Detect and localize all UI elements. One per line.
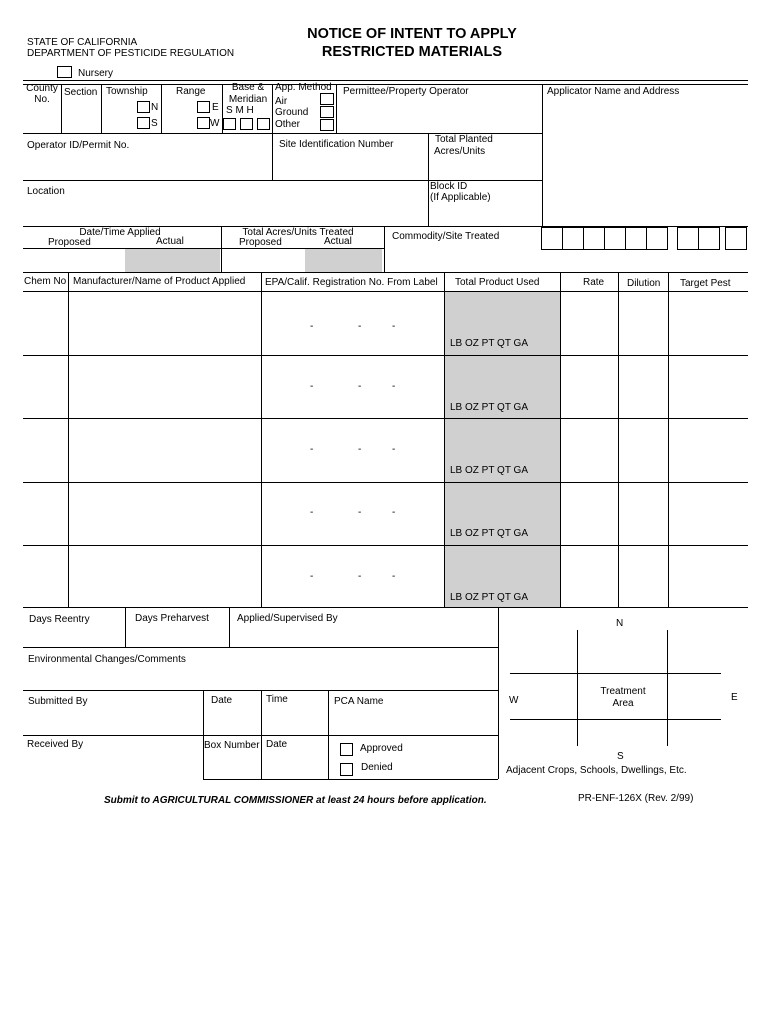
base-smh-label: S M H — [226, 105, 254, 116]
compass-ns-line-top — [577, 630, 578, 746]
unit-options: LB OZ PT QT GA — [450, 402, 528, 413]
range-east-checkbox[interactable] — [197, 101, 210, 113]
block-id-line1: Block ID — [430, 181, 468, 192]
env-changes-label: Environmental Changes/Comments — [28, 654, 186, 665]
form-title-line2: RESTRICTED MATERIALS — [321, 44, 503, 60]
epa-dash: - — [392, 571, 396, 582]
date-label-2: Date — [266, 739, 288, 750]
south-label: S — [151, 118, 158, 129]
unit-options: LB OZ PT QT GA — [450, 592, 528, 603]
time-label: Time — [266, 694, 288, 705]
chem-no-header: Chem No — [24, 276, 67, 287]
township-south-checkbox[interactable] — [137, 117, 150, 129]
form-title-line1: NOTICE OF INTENT TO APPLY — [307, 26, 517, 42]
epa-dash: - — [310, 507, 314, 518]
commodity-code-box[interactable] — [625, 227, 647, 250]
epa-dash: - — [358, 571, 362, 582]
commodity-code-box[interactable] — [604, 227, 626, 250]
commodity-code-box[interactable] — [541, 227, 563, 250]
unit-options: LB OZ PT QT GA — [450, 528, 528, 539]
epa-dash: - — [358, 381, 362, 392]
operator-id-label: Operator ID/Permit No. — [27, 140, 130, 151]
meridian-h-checkbox[interactable] — [257, 118, 270, 130]
rate-header: Rate — [583, 277, 605, 288]
commodity-code-box[interactable] — [725, 227, 747, 250]
applicator-label: Applicator Name and Address — [547, 86, 680, 97]
commodity-code-box[interactable] — [677, 227, 699, 250]
base-meridian-line1: Base & — [231, 82, 265, 93]
date-time-label: Date/Time Applied — [79, 227, 161, 238]
meridian-m-checkbox[interactable] — [240, 118, 253, 130]
permittee-label: Permittee/Property Operator — [343, 86, 469, 97]
dilution-header: Dilution — [627, 278, 661, 289]
commodity-code-box[interactable] — [583, 227, 605, 250]
site-id-label: Site Identification Number — [279, 139, 394, 150]
location-label: Location — [27, 186, 65, 197]
compass-north: N — [616, 618, 624, 629]
department-name: DEPARTMENT OF PESTICIDE REGULATION — [27, 48, 235, 59]
treatment-area-line1: Treatment — [600, 686, 646, 697]
meridian-s-checkbox[interactable] — [223, 118, 236, 130]
epa-header: EPA/Calif. Registration No. From Label — [265, 277, 438, 288]
epa-dash: - — [358, 444, 362, 455]
commodity-code-box[interactable] — [646, 227, 668, 250]
date-actual-field[interactable] — [125, 249, 220, 272]
submitted-by-label: Submitted By — [28, 696, 88, 707]
received-by-label: Received By — [27, 739, 84, 750]
other-label: Other — [275, 119, 301, 130]
ground-label: Ground — [275, 107, 309, 118]
epa-dash: - — [392, 321, 396, 332]
compass-west: W — [509, 695, 519, 706]
planted-acres-line1: Total Planted — [435, 134, 493, 145]
total-product-header: Total Product Used — [455, 277, 540, 288]
submit-note: Submit to AGRICULTURAL COMMISSIONER at least 24 hours before application. — [104, 795, 487, 806]
epa-dash: - — [358, 321, 362, 332]
days-reentry-label: Days Reentry — [29, 614, 90, 625]
treatment-area-line2: Area — [612, 698, 634, 709]
range-west-checkbox[interactable] — [197, 117, 210, 129]
top-border-line — [23, 80, 748, 81]
commodity-code-box[interactable] — [562, 227, 584, 250]
epa-dash: - — [392, 381, 396, 392]
north-label: N — [151, 102, 159, 113]
west-label: W — [210, 118, 220, 129]
epa-dash: - — [358, 507, 362, 518]
epa-dash: - — [392, 444, 396, 455]
applied-by-label: Applied/Supervised By — [237, 613, 338, 624]
agency-name: STATE OF CALIFORNIA — [27, 37, 138, 48]
air-label: Air — [275, 96, 288, 107]
form-number: PR-ENF-126X (Rev. 2/99) — [578, 793, 694, 804]
acres-proposed-label: Proposed — [239, 237, 282, 248]
unit-options: LB OZ PT QT GA — [450, 465, 528, 476]
township-north-checkbox[interactable] — [137, 101, 150, 113]
commodity-label: Commodity/Site Treated — [392, 231, 500, 242]
denied-checkbox[interactable] — [340, 763, 353, 776]
compass-east: E — [731, 692, 738, 703]
air-checkbox[interactable] — [320, 93, 334, 105]
ground-checkbox[interactable] — [320, 106, 334, 118]
approved-label: Approved — [360, 743, 403, 754]
denied-label: Denied — [361, 762, 393, 773]
epa-dash: - — [310, 444, 314, 455]
nursery-checkbox[interactable] — [57, 66, 72, 78]
manufacturer-header: Manufacturer/Name of Product Applied — [73, 276, 246, 287]
date-label: Date — [211, 695, 233, 706]
section-label: Section — [64, 87, 98, 98]
days-preharvest-label: Days Preharvest — [135, 613, 209, 624]
base-meridian-line2: Meridian — [228, 94, 268, 105]
acres-actual-label: Actual — [324, 236, 352, 247]
date-actual-label: Actual — [156, 236, 184, 247]
app-method-label: App. Method — [275, 82, 332, 93]
nursery-label: Nursery — [78, 68, 114, 79]
township-label: Township — [106, 86, 148, 97]
range-label: Range — [176, 86, 206, 97]
acres-actual-field[interactable] — [305, 249, 382, 272]
epa-dash: - — [310, 321, 314, 332]
epa-dash: - — [310, 571, 314, 582]
box-number-label: Box Number — [204, 740, 260, 751]
target-pest-header: Target Pest — [680, 278, 731, 289]
unit-options: LB OZ PT QT GA — [450, 338, 528, 349]
east-label: E — [212, 102, 219, 113]
county-label-line2: No. — [34, 94, 50, 105]
compass-south: S — [617, 751, 624, 762]
block-id-line2: (If Applicable) — [430, 192, 491, 203]
date-proposed-label: Proposed — [48, 237, 91, 248]
county-label-line1: County — [26, 83, 58, 94]
approved-checkbox[interactable] — [340, 743, 353, 756]
epa-dash: - — [310, 381, 314, 392]
acres-treated-label: Total Acres/Units Treated — [242, 227, 354, 238]
commodity-code-box[interactable] — [698, 227, 720, 250]
other-checkbox[interactable] — [320, 119, 334, 131]
planted-acres-line2: Acres/Units — [434, 146, 486, 157]
epa-dash: - — [392, 507, 396, 518]
adjacent-crops-label: Adjacent Crops, Schools, Dwellings, Etc. — [506, 765, 687, 776]
pca-name-label: PCA Name — [334, 696, 384, 707]
